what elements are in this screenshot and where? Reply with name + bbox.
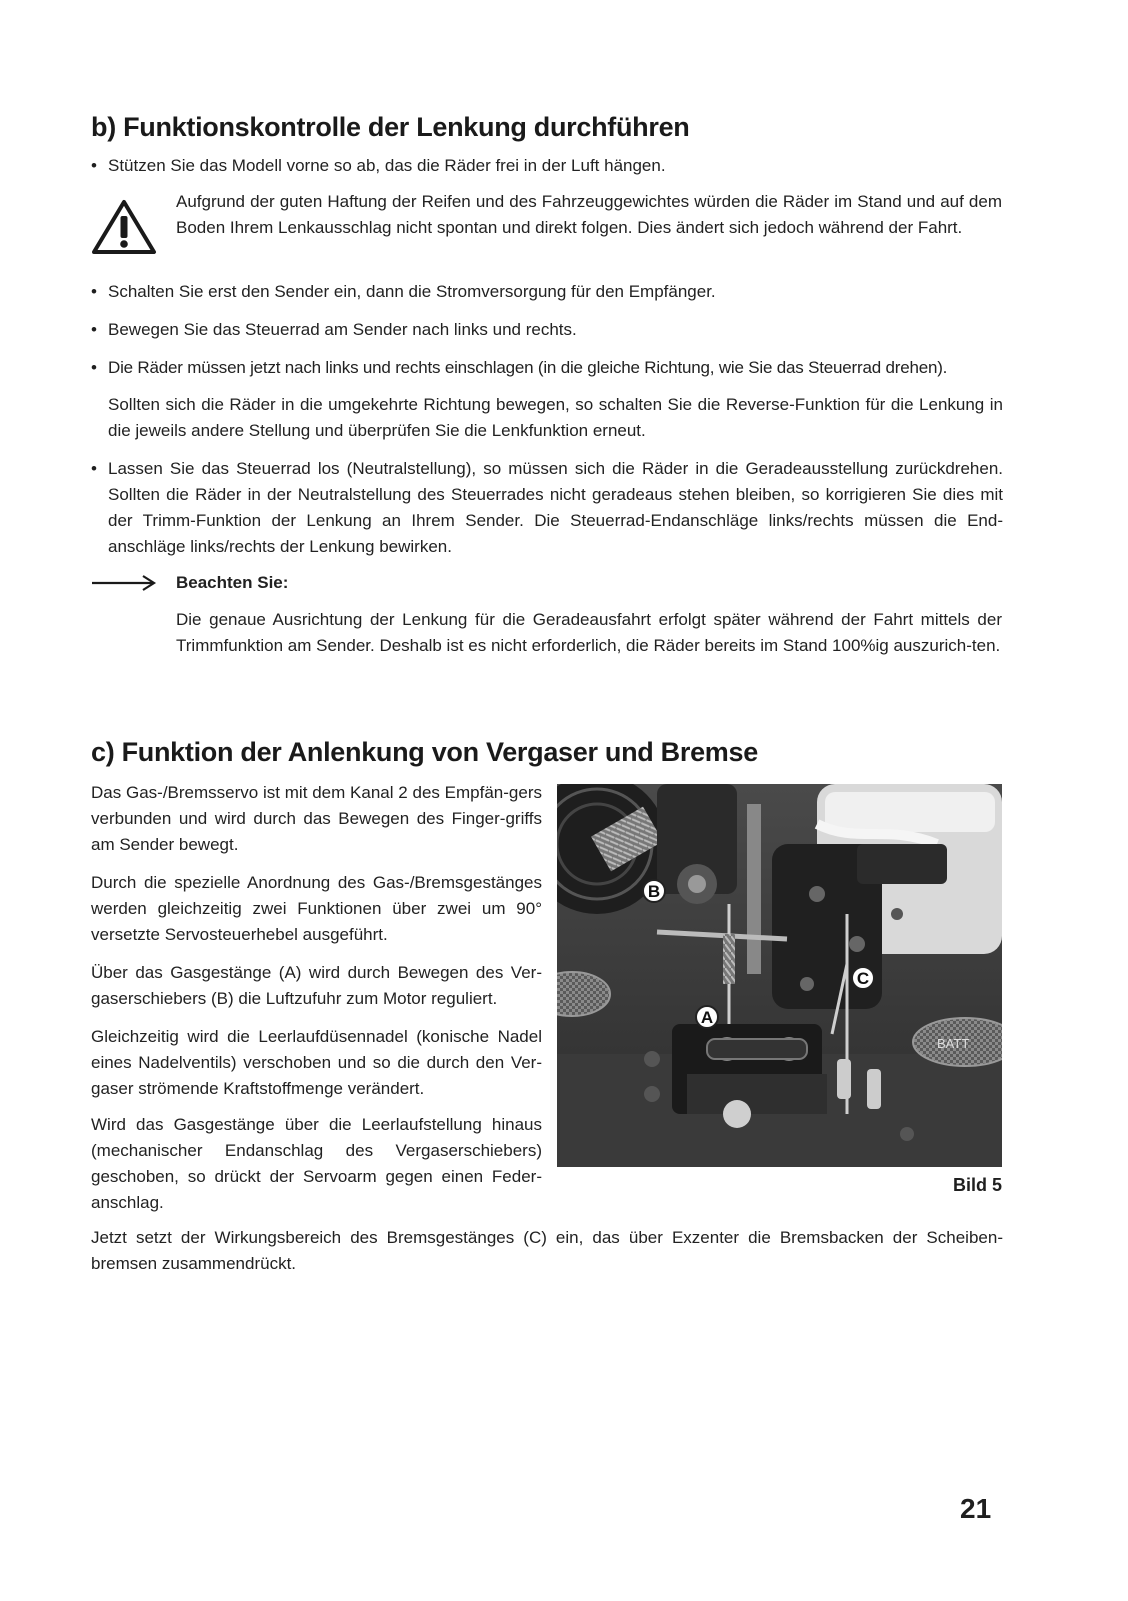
- bullet: •: [91, 320, 97, 339]
- svg-text:B: B: [647, 882, 661, 901]
- instruction-4-followup: Sollten sich die Räder in die umgekehrte Richtung bewegen, so schalten Sie die Reverse-Funktion für die Lenkung in die jeweils andere Stellung und überprüfen Sie die Lenkfunktion erneut.: [108, 395, 1003, 440]
- svg-text:C: C: [856, 969, 870, 988]
- warning-icon: [90, 198, 158, 256]
- paragraph: Über das Gasgestänge (A) wird durch Bewegen des Ver-gaserschiebers (B) die Luftzufuhr zum Motor reguliert.: [91, 963, 542, 1008]
- svg-text:A: A: [700, 1008, 714, 1027]
- note-text: Die genaue Ausrichtung der Lenkung für die Geradeausfahrt erfolgt später während der Fahrt mittels der Trimmfunktion am Sender. Deshalb ist es nicht erforderlich, die Räder bereits im Stand 100%ig auszurich-ten.: [176, 610, 1002, 655]
- paragraph: Durch die spezielle Anordnung des Gas-/Bremsgestänges werden gleichzeitig zwei Funktionen über zwei um 90° versetzte Servosteuerhebel ausgeführt.: [91, 873, 542, 944]
- instruction-2: Schalten Sie erst den Sender ein, dann die Stromversorgung für den Empfänger.: [108, 282, 716, 301]
- paragraph: Jetzt setzt der Wirkungsbereich des Bremsgestänges (C) ein, das über Exzenter die Bremsbacken der Scheiben-bremsen zusammendrückt.: [91, 1228, 1003, 1273]
- page-number: 21: [960, 1493, 992, 1524]
- label-a-marker: [696, 1006, 718, 1028]
- instruction-1: Stützen Sie das Modell vorne so ab, das die Räder frei in der Luft hängen.: [108, 156, 666, 175]
- paragraph: Wird das Gasgestänge über die Leerlaufstellung hinaus (mechanischer Endanschlag des Vergaserschiebers) geschoben, so drückt der Servoarm gegen einen Feder-anschlag.: [91, 1115, 542, 1212]
- label-b-marker: [643, 880, 665, 902]
- section-b-heading: b) Funktionskontrolle der Lenkung durchführen: [91, 112, 690, 142]
- arrow-right-icon: [91, 575, 157, 591]
- paragraph: Das Gas-/Bremsservo ist mit dem Kanal 2 des Empfän-gers verbunden und wird durch das Bewegen des Finger-griffs am Sender bewegt.: [91, 783, 542, 854]
- warning-text: Aufgrund der guten Haftung der Reifen und des Fahrzeuggewichtes würden die Räder im Stand und auf dem Boden Ihrem Lenkausschlag nicht spontan und direkt folgen. Dies ändert sich jedoch während der Fahrt.: [176, 192, 1002, 237]
- note-label: Beachten Sie:: [176, 573, 289, 592]
- instruction-3: Bewegen Sie das Steuerrad am Sender nach links und rechts.: [108, 320, 577, 339]
- svg-text:BATT: BATT: [937, 1036, 970, 1051]
- instruction-5: Lassen Sie das Steuerrad los (Neutralstellung), so müssen sich die Räder in die Geradeausstellung zurückdrehen. Sollten die Räder in der Neutralstellung des Steuerrades nicht geradeaus stehen bleiben, so korrigieren Sie dies mit der Trimm-Funktion der Lenkung an Ihrem Sender. Die Steuerrad-Endanschläge links/rechts müssen die End-anschläge links/rechts der Lenkung bewirken.: [108, 459, 1003, 556]
- label-c-marker: [852, 967, 874, 989]
- bullet: •: [91, 282, 97, 301]
- linkage-photo: [557, 784, 1002, 1167]
- figure-caption: Bild 5: [952, 1175, 1002, 1195]
- bullet: •: [91, 156, 97, 175]
- section-c-heading: c) Funktion der Anlenkung von Vergaser und Bremse: [91, 737, 758, 767]
- bullet: •: [91, 358, 97, 377]
- paragraph: Gleichzeitig wird die Leerlaufdüsennadel (konische Nadel eines Nadelventils) verschoben und so die durch den Ver-gaser strömende Kraftstoffmenge verändert.: [91, 1027, 542, 1098]
- bullet: •: [91, 459, 97, 478]
- instruction-4: Die Räder müssen jetzt nach links und rechts einschlagen (in die gleiche Richtung, wie Sie das Steuerrad drehen).: [108, 358, 948, 377]
